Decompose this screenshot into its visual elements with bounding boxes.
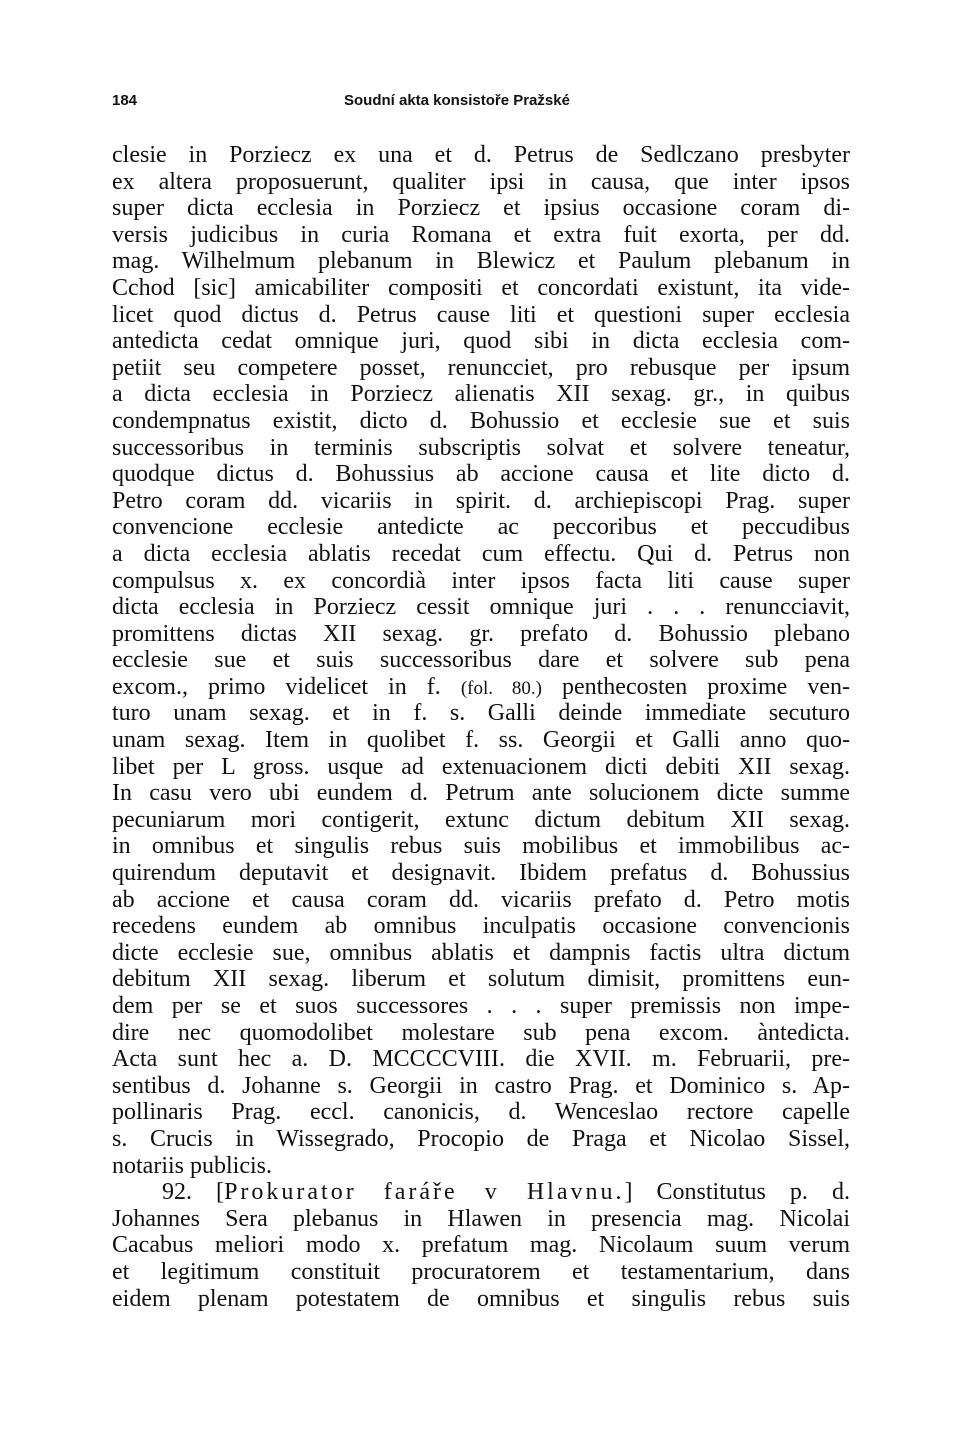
text-line: antedicta cedat omnique juri, quod sibi in dicta ecclesia com- xyxy=(112,328,850,355)
text-line: mag. Wilhelmum plebanum in Blewicz et Paulum plebanum in xyxy=(112,248,850,275)
text-line: Johannes Sera plebanus in Hlawen in presencia mag. Nicolai xyxy=(112,1205,850,1232)
folio-marker: (fol. 80.) xyxy=(460,677,542,699)
text-line: turo unam sexag. et in f. s. Galli deinde immediate secuturo xyxy=(112,700,850,727)
text-line: ex altera proposuerunt, qualiter ipsi in causa, que inter ipsos xyxy=(112,168,850,195)
text-line: dem per se et suos successores . . . super premissis non impe- xyxy=(112,993,850,1019)
text-line: a dicta ecclesia ablatis recedat cum effectu. Qui d. Petrus non xyxy=(112,540,850,567)
text-line: eidem plenam potestatem de omnibus et singulis rebus suis xyxy=(112,1285,850,1312)
entry-number: 92. [ xyxy=(162,1179,225,1206)
text-line: clesie in Porziecz ex una et d. Petrus de Sedlczano presbyter xyxy=(112,142,850,168)
line-text-after-folio: penthecosten proxime ven- xyxy=(541,673,850,700)
text-line: recedens eundem ab omnibus inculpatis occasione convencionis xyxy=(112,913,850,940)
text-line: quirendum deputavit et designavit. Ibidem prefatus d. Bohussius xyxy=(112,860,850,887)
text-line: promittens dictas XII sexag. gr. prefato d. Bohussio plebano xyxy=(112,620,850,647)
text-line: licet quod dictus d. Petrus cause liti et questioni super ecclesia xyxy=(112,301,850,328)
text-line: dire nec quomodolibet molestare sub pena excom. àntedicta. xyxy=(112,1019,850,1046)
text-line: sentibus d. Johanne s. Georgii in castro Prag. et Dominico s. Ap- xyxy=(112,1072,850,1099)
text-line: super dicta ecclesia in Porziecz et ipsius occasione coram di- xyxy=(112,195,850,222)
text-line: In casu vero ubi eundem d. Petrum ante solucionem dicte summe xyxy=(112,780,850,807)
text-line: ab accione et causa coram dd. vicariis prefato d. Petro motis xyxy=(112,886,850,913)
text-line: petiit seu competere posset, renuncciet, pro rebusque per ipsum xyxy=(112,354,850,381)
text-line: versis judicibus in curia Romana et extra fuit exorta, per dd. xyxy=(112,221,850,248)
text-line: libet per L gross. usque ad extenuacionem dicti debiti XII sexag. xyxy=(112,753,850,780)
text-line: dicta ecclesia in Porziecz cessit omnique juri . . . renuncciavit, xyxy=(112,594,850,621)
running-head xyxy=(112,89,850,113)
text-line: compulsus x. ex concordià inter ipsos facta liti cause super xyxy=(112,567,850,594)
page-number: 184 xyxy=(112,92,138,109)
text-line: Petro coram dd. vicariis in spirit. d. archiepiscopi Prag. super xyxy=(112,487,850,514)
text-line: convencione ecclesie antedicte ac peccoribus et peccudibus xyxy=(112,514,850,541)
text-line: ecclesie sue et suis successoribus dare et solvere sub pena xyxy=(112,647,850,674)
text-line-paragraph-end: notariis publicis. xyxy=(112,1152,272,1179)
running-title: Soudní akta konsistoře Pražské xyxy=(344,92,570,109)
entry-heading-rest: ] Constitutus p. d. xyxy=(624,1179,850,1206)
line-text-before-folio: excom., primo videlicet in f. xyxy=(112,673,461,700)
text-line-folio xyxy=(112,674,850,701)
text-line: dicte ecclesie sue, omnibus ablatis et dampnis factis ultra dictum xyxy=(112,939,850,966)
text-line: successoribus in terminis subscriptis solvat et solvere teneatur, xyxy=(112,434,850,461)
text-line: a dicta ecclesia in Porziecz alienatis XII sexag. gr., in quibus xyxy=(112,381,850,408)
body-text xyxy=(112,142,850,1312)
text-line: pollinaris Prag. eccl. canonicis, d. Wenceslao rectore capelle xyxy=(112,1099,850,1126)
text-line: debitum XII sexag. liberum et solutum dimisit, promittens eun- xyxy=(112,966,850,993)
text-line: unam sexag. Item in quolibet f. ss. Georgii et Galli anno quo- xyxy=(112,727,850,754)
text-line: quodque dictus d. Bohussius ab accione causa et lite dicto d. xyxy=(112,461,850,488)
text-line: in omnibus et singulis rebus suis mobilibus et immobilibus ac- xyxy=(112,833,850,860)
text-line: et legitimum constituit procuratorem et testamentarium, dans xyxy=(112,1258,850,1285)
text-line: Cchod [sic] amicabiliter compositi et concordati existunt, ita vide- xyxy=(112,274,850,301)
entry-title: Prokurator faráře v Hlavnu. xyxy=(224,1179,625,1206)
text-line: Acta sunt hec a. D. MCCCCVIII. die XVII. m. Februarii, pre- xyxy=(112,1046,850,1073)
text-line: Cacabus meliori modo x. prefatum mag. Nicolaum suum verum xyxy=(112,1232,850,1259)
text-line: s. Crucis in Wissegrado, Procopio de Praga et Nicolao Sissel, xyxy=(112,1125,850,1152)
text-line: condempnatus existit, dicto d. Bohussio et ecclesie sue et suis xyxy=(112,407,850,434)
text-line: pecuniarum mori contigerit, extunc dictum debitum XII sexag. xyxy=(112,806,850,833)
text-line-entry-heading xyxy=(112,1179,850,1206)
